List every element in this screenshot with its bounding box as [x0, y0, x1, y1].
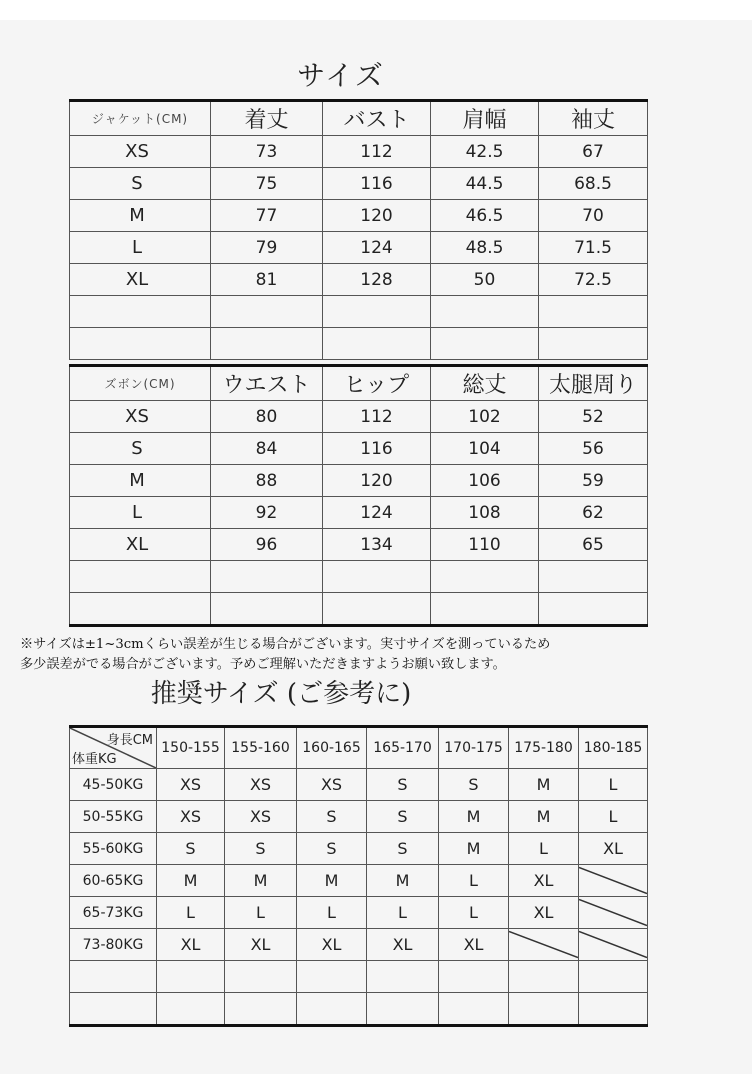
size-cell: XS [225, 801, 297, 833]
table-cell: 116 [323, 433, 431, 465]
size-cell: L [367, 897, 439, 929]
table-cell: 124 [323, 232, 431, 264]
column-header: 太腿周り [539, 366, 648, 401]
size-cell: M [367, 865, 439, 897]
column-header: バスト [323, 101, 431, 136]
size-cell: M [225, 865, 297, 897]
size-cell: S [367, 769, 439, 801]
size-label: M [129, 470, 145, 491]
size-cell: XL [439, 929, 509, 961]
empty-row [70, 328, 648, 360]
empty-row [70, 993, 648, 1026]
table-row [70, 136, 648, 168]
size-cell: XS [157, 769, 225, 801]
table-row [70, 497, 648, 529]
weight-row-label: 45-50KG [70, 769, 157, 801]
table-cell: 120 [323, 465, 431, 497]
size-cell: M [157, 865, 225, 897]
table-row [70, 465, 648, 497]
empty-row [70, 561, 648, 593]
size-label: XS [125, 141, 149, 162]
recommended-size-title: 推奨サイズ (ご参考に) [150, 679, 412, 709]
table-row [70, 433, 648, 465]
size-label: XL [125, 269, 149, 290]
size-cell: M [509, 801, 579, 833]
size-cell: XL [509, 897, 579, 929]
table-cell: 79 [211, 232, 323, 264]
slash-icon [509, 929, 578, 960]
table-header-row [70, 101, 648, 136]
table-cell: 92 [211, 497, 323, 529]
empty-row [70, 593, 648, 626]
table-cell: 65 [539, 529, 648, 561]
size-cell: M [509, 769, 579, 801]
table-cell: 134 [323, 529, 431, 561]
table-cell: 112 [323, 136, 431, 168]
weight-row-label: 65-73KG [70, 897, 157, 929]
size-cell: XS [297, 769, 367, 801]
size-cell: XL [579, 833, 648, 865]
weight-row-label: 60-65KG [70, 865, 157, 897]
table-cell: 128 [323, 264, 431, 296]
table-cell: 84 [211, 433, 323, 465]
size-cell: XS [225, 769, 297, 801]
height-column-header: 165-170 [367, 727, 439, 769]
size-cell: L [225, 897, 297, 929]
size-cell: L [297, 897, 367, 929]
size-cell: S [297, 833, 367, 865]
table-row [70, 232, 648, 264]
height-column-header: 180-185 [579, 727, 648, 769]
height-axis-label: 身長CM [106, 733, 153, 748]
size-cell: S [297, 801, 367, 833]
size-cell: XL [225, 929, 297, 961]
size-cell: M [439, 801, 509, 833]
table-cell: 108 [431, 497, 539, 529]
height-column-header: 155-160 [225, 727, 297, 769]
size-cell: S [367, 833, 439, 865]
size-cell: XL [297, 929, 367, 961]
table-row [70, 264, 648, 296]
size-cell: L [509, 833, 579, 865]
height-column-header: 160-165 [297, 727, 367, 769]
slash-icon [579, 897, 647, 928]
table-row [70, 833, 648, 865]
table-cell: 80 [211, 401, 323, 433]
size-cell: S [439, 769, 509, 801]
table-cell: 77 [211, 200, 323, 232]
pants-corner-label: ズボン(CM) [70, 366, 211, 401]
column-header: 肩幅 [431, 101, 539, 136]
table-cell: 52 [539, 401, 648, 433]
size-cell: M [297, 865, 367, 897]
size-cell: XS [157, 801, 225, 833]
table-cell: 71.5 [539, 232, 648, 264]
table-cell: 72.5 [539, 264, 648, 296]
table-cell: 75 [211, 168, 323, 200]
empty-row [70, 296, 648, 328]
size-label: S [131, 438, 143, 459]
table-cell: 70 [539, 200, 648, 232]
size-disclaimer-note [20, 635, 740, 675]
table-cell: 50 [431, 264, 539, 296]
height-weight-corner [70, 727, 157, 769]
table-row [70, 168, 648, 200]
weight-row-label: 55-60KG [70, 833, 157, 865]
recommended-size-table [69, 725, 648, 1027]
size-label: L [131, 237, 143, 258]
table-row [70, 865, 648, 897]
size-cell: S [367, 801, 439, 833]
table-cell: 59 [539, 465, 648, 497]
size-cell: XL [509, 865, 579, 897]
size-cell: L [579, 769, 648, 801]
page-title: サイズ [297, 59, 385, 92]
size-cell: L [439, 897, 509, 929]
size-cell: L [439, 865, 509, 897]
table-cell: 112 [323, 401, 431, 433]
weight-row-label: 50-55KG [70, 801, 157, 833]
table-cell: 124 [323, 497, 431, 529]
table-cell: 42.5 [431, 136, 539, 168]
column-header: 袖丈 [539, 101, 648, 136]
table-cell: 73 [211, 136, 323, 168]
table-cell: 67 [539, 136, 648, 168]
table-cell: 81 [211, 264, 323, 296]
table-row [70, 897, 648, 929]
size-cell: XL [367, 929, 439, 961]
weight-row-label: 73-80KG [70, 929, 157, 961]
table-row [70, 929, 648, 961]
table-cell: 120 [323, 200, 431, 232]
table-cell: 116 [323, 168, 431, 200]
size-label: S [131, 173, 143, 194]
table-cell: 56 [539, 433, 648, 465]
table-header-row [70, 366, 648, 401]
table-cell: 44.5 [431, 168, 539, 200]
table-cell: 96 [211, 529, 323, 561]
pants-size-table [69, 364, 648, 627]
height-column-header: 170-175 [439, 727, 509, 769]
table-row [70, 529, 648, 561]
table-row [70, 769, 648, 801]
slash-icon [579, 929, 647, 960]
table-cell: 104 [431, 433, 539, 465]
not-applicable-cell [509, 929, 579, 961]
table-cell: 110 [431, 529, 539, 561]
not-applicable-cell [579, 865, 648, 897]
size-label: XS [125, 406, 149, 427]
table-row [70, 200, 648, 232]
size-cell: S [157, 833, 225, 865]
weight-axis-label: 体重KG [72, 752, 117, 767]
size-cell: XL [157, 929, 225, 961]
size-label: M [129, 205, 145, 226]
size-cell: L [579, 801, 648, 833]
height-column-header: 175-180 [509, 727, 579, 769]
size-cell: S [225, 833, 297, 865]
table-cell: 106 [431, 465, 539, 497]
size-cell: L [157, 897, 225, 929]
note-line: 多少誤差がでる場合がございます。予めご理解いただきますようお願い致します。 [20, 657, 506, 672]
column-header: ヒップ [323, 366, 431, 401]
table-header-row [70, 727, 648, 769]
table-cell: 62 [539, 497, 648, 529]
table-row [70, 801, 648, 833]
column-header: 総丈 [431, 366, 539, 401]
jacket-size-table [69, 99, 648, 360]
table-cell: 102 [431, 401, 539, 433]
not-applicable-cell [579, 897, 648, 929]
height-column-header: 150-155 [157, 727, 225, 769]
not-applicable-cell [579, 929, 648, 961]
table-cell: 68.5 [539, 168, 648, 200]
empty-row [70, 961, 648, 993]
size-cell: M [439, 833, 509, 865]
table-cell: 88 [211, 465, 323, 497]
table-cell: 48.5 [431, 232, 539, 264]
jacket-corner-label: ジャケット(CM) [70, 101, 211, 136]
size-label: L [131, 502, 143, 523]
column-header: 着丈 [211, 101, 323, 136]
table-cell: 46.5 [431, 200, 539, 232]
slash-icon [579, 865, 647, 896]
column-header: ウエスト [211, 366, 323, 401]
size-label: XL [125, 534, 149, 555]
note-line: ※サイズは±1~3cmくらい誤差が生じる場合がございます。実寸サイズを測っているため [20, 637, 551, 652]
table-row [70, 401, 648, 433]
